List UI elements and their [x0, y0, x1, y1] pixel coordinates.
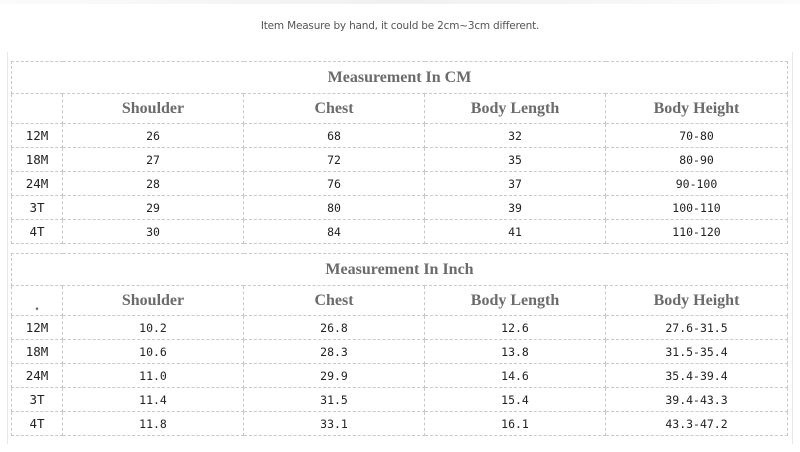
chest-value: 68 [244, 124, 425, 148]
shoulder-value: 29 [63, 196, 244, 220]
table-title-row [12, 62, 788, 94]
header-shoulder: Shoulder [63, 286, 244, 316]
body-height-value: 43.3-47.2 [606, 412, 788, 436]
header-chest: Chest [244, 286, 425, 316]
shoulder-value: 28 [63, 172, 244, 196]
table-row [12, 364, 788, 388]
body-height-value: 39.4-43.3 [606, 388, 788, 412]
shoulder-value: 11.0 [63, 364, 244, 388]
body-height-value: 35.4-39.4 [606, 364, 788, 388]
size-label: 24M [12, 172, 63, 196]
table-row [12, 316, 788, 340]
table-title: Measurement In CM [12, 62, 788, 94]
size-label: 3T [12, 196, 63, 220]
body-height-value: 27.6-31.5 [606, 316, 788, 340]
table-row [12, 172, 788, 196]
measure-note: Item Measure by hand, it could be 2cm~3cm different. [260, 20, 540, 32]
corner-cell [12, 94, 63, 124]
body-height-value: 110-120 [606, 220, 788, 244]
table-row [12, 220, 788, 244]
body-length-value: 35 [425, 148, 606, 172]
size-label: 3T [12, 388, 63, 412]
table-header-row [12, 94, 788, 124]
size-label: 18M [12, 340, 63, 364]
body-height-value: 100-110 [606, 196, 788, 220]
header-shoulder: Shoulder [63, 94, 244, 124]
body-length-value: 12.6 [425, 316, 606, 340]
shoulder-value: 10.6 [63, 340, 244, 364]
shoulder-value: 26 [63, 124, 244, 148]
header-body-height: Body Height [606, 94, 788, 124]
table-title-row [12, 254, 788, 286]
chest-value: 28.3 [244, 340, 425, 364]
table-row [12, 148, 788, 172]
body-length-value: 37 [425, 172, 606, 196]
shoulder-value: 11.4 [63, 388, 244, 412]
header-body-height: Body Height [606, 286, 788, 316]
shoulder-value: 27 [63, 148, 244, 172]
size-label: 24M [12, 364, 63, 388]
size-label: 4T [12, 412, 63, 436]
body-height-value: 70-80 [606, 124, 788, 148]
body-height-value: 90-100 [606, 172, 788, 196]
chest-value: 33.1 [244, 412, 425, 436]
cm-size-table [11, 61, 788, 244]
body-length-value: 13.8 [425, 340, 606, 364]
size-label: 4T [12, 220, 63, 244]
size-label: 18M [12, 148, 63, 172]
chest-value: 72 [244, 148, 425, 172]
shoulder-value: 30 [63, 220, 244, 244]
body-length-value: 14.6 [425, 364, 606, 388]
body-length-value: 16.1 [425, 412, 606, 436]
header-body-length: Body Length [425, 94, 606, 124]
body-length-value: 15.4 [425, 388, 606, 412]
body-height-value: 31.5-35.4 [606, 340, 788, 364]
table-row [12, 340, 788, 364]
header-body-length: Body Length [425, 286, 606, 316]
table-title: Measurement In Inch [12, 254, 788, 286]
table-row [12, 196, 788, 220]
corner-cell: . [12, 286, 63, 316]
table-header-row [12, 286, 788, 316]
shoulder-value: 11.8 [63, 412, 244, 436]
table-row [12, 412, 788, 436]
chest-value: 31.5 [244, 388, 425, 412]
body-length-value: 39 [425, 196, 606, 220]
body-height-value: 80-90 [606, 148, 788, 172]
body-length-value: 41 [425, 220, 606, 244]
table-row [12, 124, 788, 148]
chest-value: 76 [244, 172, 425, 196]
size-label: 12M [12, 124, 63, 148]
chest-value: 84 [244, 220, 425, 244]
shoulder-value: 10.2 [63, 316, 244, 340]
chest-value: 80 [244, 196, 425, 220]
chest-value: 29.9 [244, 364, 425, 388]
top-strip [0, 0, 800, 4]
inch-size-table [11, 253, 788, 436]
chest-value: 26.8 [244, 316, 425, 340]
size-label: 12M [12, 316, 63, 340]
table-row [12, 388, 788, 412]
body-length-value: 32 [425, 124, 606, 148]
header-chest: Chest [244, 94, 425, 124]
